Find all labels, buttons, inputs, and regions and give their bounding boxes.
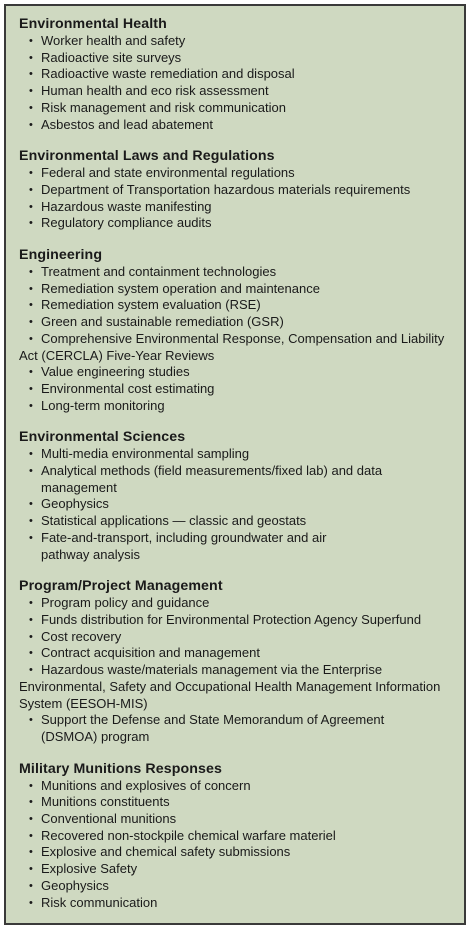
list-item [19, 199, 458, 216]
list-item [19, 446, 458, 463]
list-item-text: Program policy and guidance [41, 595, 210, 611]
bullet-icon: • [29, 597, 33, 610]
list-item-text: Funds distribution for Environmental Protection Agency Superfund [41, 611, 422, 627]
list-item [19, 712, 458, 745]
section-military-munitions-responses [19, 761, 458, 912]
bullet-icon: • [29, 498, 33, 511]
bullet-icon: • [29, 167, 33, 180]
bullet-icon: • [29, 35, 33, 47]
bullet-icon: • [29, 613, 33, 626]
bullet-icon: • [29, 647, 33, 660]
item-list [19, 33, 458, 133]
list-item-text: Fate-and-transport, including groundwater and air pathway analysis [41, 529, 327, 562]
list-item-text: Human health and eco risk assessment [41, 83, 269, 99]
bullet-icon: • [29, 515, 33, 528]
list-item-text: Explosive Safety [41, 861, 138, 877]
list-item-text: Value engineering studies [41, 364, 190, 380]
list-item-text: Analytical methods (field measurements/fixed lab) and data management [41, 463, 383, 495]
list-item [19, 314, 458, 331]
bullet-icon: • [29, 118, 33, 131]
section-title: Program/Project Management [19, 578, 223, 595]
list-item-text: Comprehensive Environmental Response, Compensation and Liability Act (CERCLA) Five-Year Reviews [19, 330, 445, 363]
list-item [19, 513, 458, 530]
list-item-text: Department of Transportation hazardous materials requirements [41, 181, 411, 197]
list-item-text: Green and sustainable remediation (GSR) [41, 314, 284, 330]
list-item-text: Recovered non-stockpile chemical warfare materiel [41, 827, 336, 843]
bullet-icon: • [29, 366, 33, 379]
list-item-text: Explosive and chemical safety submissions [41, 844, 291, 860]
bullet-icon: • [29, 846, 33, 859]
list-item [19, 83, 458, 100]
section-title: Environmental Laws and Regulations [19, 148, 275, 165]
bullet-icon: • [29, 829, 33, 842]
bullet-icon: • [29, 101, 33, 114]
list-item [19, 297, 458, 314]
list-item [19, 364, 458, 381]
list-item [19, 66, 458, 83]
list-item-text: Geophysics [41, 496, 109, 512]
list-item [19, 844, 458, 861]
bullet-icon: • [29, 779, 33, 792]
list-item [19, 50, 458, 67]
list-item-text: Radioactive waste remediation and disposal [41, 66, 295, 82]
bullet-icon: • [29, 813, 33, 826]
list-item [19, 281, 458, 298]
list-item-text: Conventional munitions [41, 811, 177, 827]
section-title: Engineering [19, 247, 103, 264]
list-item-text: Long-term monitoring [41, 397, 165, 413]
bullet-icon: • [29, 399, 33, 412]
list-item-text: Treatment and containment technologies [41, 264, 277, 280]
list-item [19, 595, 458, 612]
list-item-text: Cost recovery [41, 628, 122, 644]
list-item-text: Risk communication [41, 894, 158, 910]
list-item-text: Radioactive site surveys [41, 49, 182, 65]
bullet-icon: • [29, 51, 33, 64]
list-item [19, 165, 458, 182]
list-item [19, 662, 458, 712]
list-item-text: Hazardous waste/materials management via the Enterprise Environmental, Safety and Occupational Health Management Information System (EESOH-MIS) [19, 662, 441, 711]
list-item [19, 381, 458, 398]
list-item-text: Hazardous waste manifesting [41, 198, 212, 214]
list-item [19, 117, 458, 134]
item-list [19, 778, 458, 912]
list-item [19, 398, 458, 415]
list-item [19, 811, 458, 828]
bullet-icon: • [29, 217, 33, 230]
list-item [19, 331, 458, 364]
bullet-icon: • [29, 299, 33, 312]
list-item-text: Remediation system operation and maintenance [41, 280, 320, 296]
bullet-icon: • [29, 200, 33, 213]
item-list [19, 446, 458, 563]
list-item [19, 794, 458, 811]
list-item [19, 895, 458, 912]
list-item [19, 182, 458, 199]
bullet-icon: • [29, 448, 33, 461]
section-environmental-sciences [19, 429, 458, 563]
list-item [19, 264, 458, 281]
list-item-text: Worker health and safety [41, 33, 186, 48]
bullet-icon: • [29, 465, 33, 478]
list-item [19, 100, 458, 117]
bullet-icon: • [29, 630, 33, 643]
list-item-text: Geophysics [41, 877, 109, 893]
section-environmental-laws [19, 148, 458, 232]
list-item [19, 530, 458, 563]
list-item-text: Environmental cost estimating [41, 380, 215, 396]
list-item-text: Asbestos and lead abatement [41, 116, 214, 132]
list-item [19, 463, 458, 496]
bullet-icon: • [29, 879, 33, 892]
list-item-text: Statistical applications — classic and geostats [41, 513, 307, 529]
list-item [19, 778, 458, 795]
item-list [19, 165, 458, 232]
bullet-icon: • [29, 863, 33, 876]
list-item [19, 828, 458, 845]
list-item [19, 861, 458, 878]
section-environmental-health [19, 16, 458, 133]
list-item [19, 645, 458, 662]
bullet-icon: • [29, 316, 33, 329]
bullet-icon: • [29, 796, 33, 809]
bullet-icon: • [29, 531, 33, 544]
bullet-icon: • [29, 68, 33, 81]
list-item [19, 629, 458, 646]
list-item [19, 33, 458, 50]
section-engineering [19, 247, 458, 414]
list-item [19, 878, 458, 895]
item-list [19, 595, 458, 745]
list-item-text: Remediation system evaluation (RSE) [41, 297, 261, 313]
section-title: Environmental Sciences [19, 429, 186, 446]
bullet-icon: • [29, 266, 33, 279]
list-item-text: Risk management and risk communication [41, 99, 286, 115]
list-item-text: Multi-media environmental sampling [41, 446, 250, 462]
bullet-icon: • [29, 183, 33, 196]
list-item [19, 215, 458, 232]
bullet-icon: • [29, 332, 33, 345]
section-title: Military Munitions Responses [19, 760, 223, 777]
section-program-project-management [19, 578, 458, 745]
bullet-icon: • [29, 382, 33, 395]
capabilities-panel [4, 4, 466, 925]
list-item-text: Munitions and explosives of concern [41, 777, 251, 793]
item-list [19, 264, 458, 414]
bullet-icon: • [29, 282, 33, 295]
list-item [19, 612, 458, 629]
list-item-text: Support the Defense and State Memorandum of Agreement (DSMOA) program [41, 712, 385, 744]
bullet-icon: • [29, 714, 33, 727]
bullet-icon: • [29, 896, 33, 909]
bullet-icon: • [29, 664, 33, 677]
bullet-icon: • [29, 85, 33, 98]
list-item [19, 496, 458, 513]
list-item-text: Federal and state environmental regulations [41, 165, 295, 181]
list-item-text: Regulatory compliance audits [41, 215, 212, 231]
list-item-text: Munitions constituents [41, 794, 170, 810]
list-item-text: Contract acquisition and management [41, 645, 260, 661]
section-title: Environmental Health [19, 16, 167, 32]
